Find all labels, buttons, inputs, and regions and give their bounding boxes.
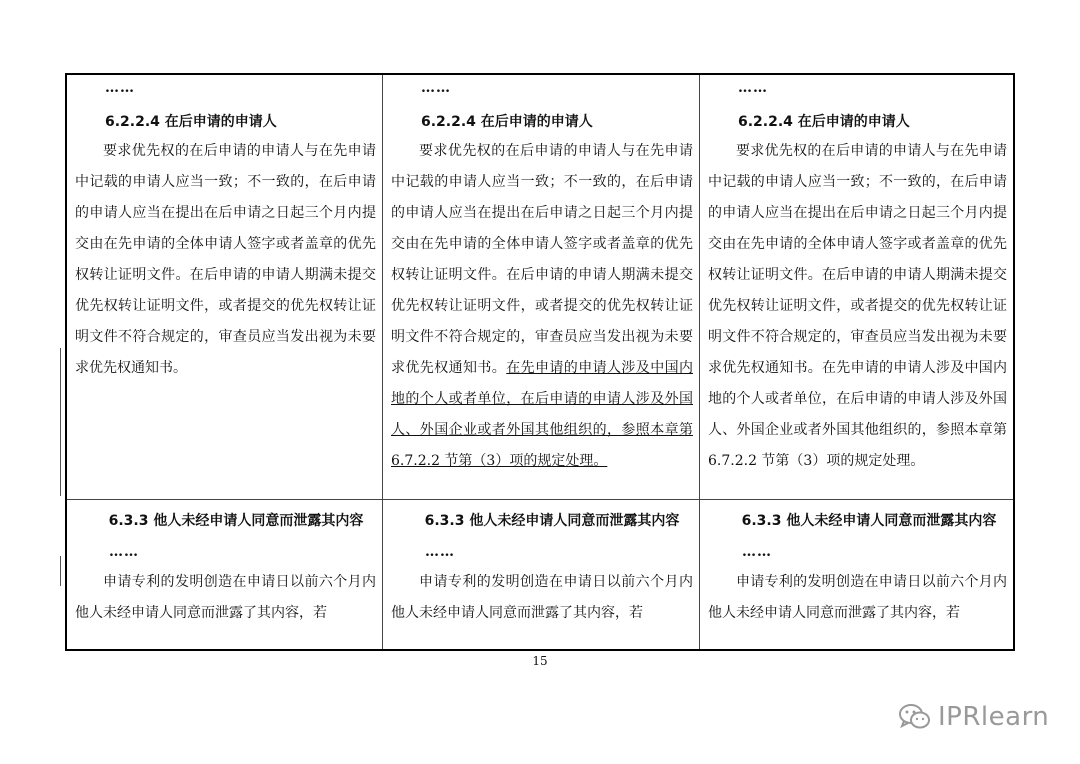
ellipsis: …… [738,80,768,96]
section-heading: 6.2.2.4 在后申请的申请人 [105,114,277,130]
ellipsis: …… [742,544,772,560]
wechat-icon [898,702,932,732]
ellipsis: …… [421,80,451,96]
revision-margin-bar [60,556,61,586]
revision-margin-bar [60,348,61,496]
cell-col2-row1 [383,75,699,499]
paragraph: 申请专利的发明创造在申请日以前六个月内他人未经申请人同意而泄露了其内容，若 [708,574,1007,621]
section-heading: 6.3.3 他人未经申请人同意而泄露其内容 [108,513,364,529]
paragraph [75,136,376,384]
section-heading: 6.2.2.4 在后申请的申请人 [738,114,910,130]
watermark-text: IPRlearn [938,702,1050,732]
ellipsis: …… [109,544,139,560]
inserted-text: 在先申请的申请人涉及中国内地的个人或者单位，在后申请的申请人涉及外国人、外国企业或者外国其他组织的，参照本章第 6.7.2.2 节第（3）项的规定处理。 [391,360,694,469]
section-heading: 6.2.2.4 在后申请的申请人 [421,114,593,130]
cell-col2-row2 [383,500,699,650]
paragraph: 申请专利的发明创造在申请日以前六个月内他人未经申请人同意而泄露了其内容，若 [391,574,693,621]
ellipsis: …… [105,80,135,96]
section-heading: 6.3.3 他人未经申请人同意而泄露其内容 [741,513,997,529]
section-heading: 6.3.3 他人未经申请人同意而泄露其内容 [424,513,680,529]
cell-col3-row2 [700,500,1013,650]
paragraph [391,136,693,477]
paragraph [708,136,1007,477]
cell-col1-row1 [67,75,382,499]
paragraph-text: 要求优先权的在后申请的申请人与在先申请中记载的申请人应当一致；不一致的，在后申请的申请人应当在提出在后申请之日起三个月内提交由在先申请的全体申请人签字或者盖章的优先权转让证明文件。在后申请的申请人期满未提交优先权转让证明文件，或者提交的优先权转让证明文件不符合规定的，审查员应当发出视为未要求优先权通知书。在先申请的申请人涉及中国内地的个人或者单位，在后申请的申请人涉及外国人、外国企业或者外国其他组织的，参照本章第 6.7.2.2 节第（3）项的规定处理。 [708,143,1007,469]
paragraph: 申请专利的发明创造在申请日以前六个月内他人未经申请人同意而泄露了其内容，若 [75,574,376,621]
paragraph-text: 要求优先权的在后申请的申请人与在先申请中记载的申请人应当一致；不一致的，在后申请的申请人应当在提出在后申请之日起三个月内提交由在先申请的全体申请人签字或者盖章的优先权转让证明文件。在后申请的申请人期满未提交优先权转让证明文件，或者提交的优先权转让证明文件不符合规定的，审查员应当发出视为未要求优先权通知书。 [391,143,693,376]
ellipsis: …… [425,544,455,560]
watermark [898,702,1049,732]
paragraph-text: 要求优先权的在后申请的申请人与在先申请中记载的申请人应当一致；不一致的，在后申请的申请人应当在提出在后申请之日起三个月内提交由在先申请的全体申请人签字或者盖章的优先权转让证明文件。在后申请的申请人期满未提交优先权转让证明文件，或者提交的优先权转让证明文件不符合规定的，审查员应当发出视为未要求优先权通知书。 [75,143,376,376]
page-number: 15 [532,654,548,668]
cell-col1-row2 [67,500,382,650]
comparison-table [65,73,1015,651]
cell-col3-row1 [700,75,1013,499]
